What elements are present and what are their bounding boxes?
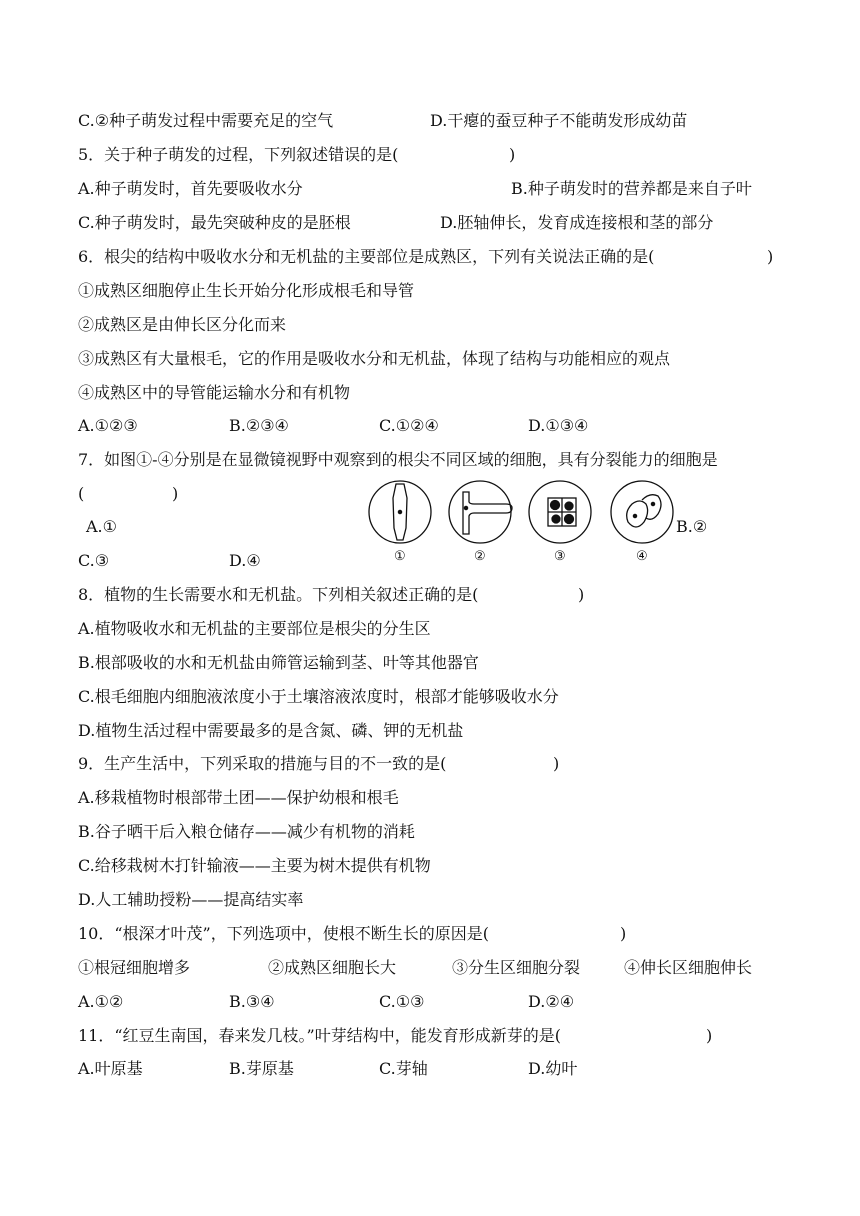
q8-option-b: B.根部吸收的水和无机盐由筛管运输到茎、叶等其他器官 — [78, 653, 479, 672]
q7-fig-label-3: ③ — [554, 549, 566, 564]
q11-option-b: B.芽原基 — [229, 1059, 294, 1078]
q9-option-c: C.给移栽树木打针输液——主要为树木提供有机物 — [78, 856, 431, 875]
q11-option-c: C.芽轴 — [379, 1059, 428, 1078]
q6-close-paren: ) — [767, 247, 774, 266]
q6-option-a: A.①②③ — [78, 416, 138, 435]
cell-2-root-hair-icon — [449, 481, 512, 543]
q5-stem: 5．关于种子萌发的过程，下列叙述错误的是( — [78, 145, 399, 164]
q10-statement-3: ③分生区细胞分裂 — [452, 958, 581, 977]
q10-option-b: B.③④ — [229, 992, 275, 1011]
q10-statement-2: ②成熟区细胞长大 — [268, 958, 397, 977]
q9-option-b: B.谷子晒干后入粮仓储存——减少有机物的消耗 — [78, 822, 415, 841]
q8-option-c: C.根毛细胞内细胞液浓度小于土壤溶液浓度时，根部才能够吸收水分 — [78, 687, 559, 706]
q7-open-paren: ( — [78, 484, 85, 503]
q10-close-paren: ) — [620, 924, 627, 943]
q7-cell-figure — [366, 478, 678, 548]
q8-stem: 8．植物的生长需要水和无机盐。下列相关叙述正确的是( — [78, 585, 479, 604]
q6-option-c: C.①②④ — [379, 416, 439, 435]
q10-statement-1: ①根冠细胞增多 — [78, 958, 191, 977]
q11-option-a: A.叶原基 — [78, 1059, 143, 1078]
q10-option-d: D.②④ — [528, 992, 575, 1011]
q5-close-paren: ) — [509, 145, 516, 164]
q10-statement-4: ④伸长区细胞伸长 — [624, 958, 753, 977]
q7-close-paren: ) — [172, 484, 179, 503]
q9-option-a: A.移栽植物时根部带土团——保护幼根和根毛 — [78, 788, 399, 807]
q8-option-a: A.植物吸收水和无机盐的主要部位是根尖的分生区 — [78, 619, 431, 638]
cell-1-elongated-icon — [369, 481, 431, 543]
q7-fig-label-1: ① — [394, 549, 406, 564]
q7-option-b: B.② — [676, 517, 708, 536]
q5-option-c: C.种子萌发时，最先突破种皮的是胚根 — [78, 213, 351, 232]
q10-option-a: A.①② — [78, 992, 124, 1011]
q7-stem: 7．如图①-④分别是在显微镜视野中观察到的根尖不同区域的细胞，具有分裂能力的细胞是 — [78, 450, 718, 469]
q5-option-d: D.胚轴伸长，发育成连接根和茎的部分 — [440, 213, 714, 232]
q7-fig-label-2: ② — [474, 549, 486, 564]
q6-statement-2: ②成熟区是由伸长区分化而来 — [78, 315, 287, 334]
q9-stem: 9．生产生活中，下列采取的措施与目的不一致的是( — [78, 754, 447, 773]
q6-statement-4: ④成熟区中的导管能运输水分和有机物 — [78, 383, 351, 402]
q11-close-paren: ) — [706, 1026, 713, 1045]
q11-option-d: D.幼叶 — [528, 1059, 578, 1078]
cell-4-elongation-icon — [611, 481, 673, 543]
q4-option-d: D.干瘪的蚕豆种子不能萌发形成幼苗 — [430, 111, 688, 130]
q6-option-d: D.①③④ — [528, 416, 589, 435]
q7-option-d: D.④ — [229, 551, 261, 570]
q6-statement-3: ③成熟区有大量根毛，它的作用是吸收水分和无机盐，体现了结构与功能相应的观点 — [78, 349, 671, 368]
q7-option-c: C.③ — [78, 551, 110, 570]
q9-close-paren: ) — [553, 754, 560, 773]
q8-option-d: D.植物生活过程中需要最多的是含氮、磷、钾的无机盐 — [78, 721, 464, 740]
q5-option-b: B.种子萌发时的营养都是来自子叶 — [511, 179, 752, 198]
q6-option-b: B.②③④ — [229, 416, 289, 435]
q11-stem: 11．“红豆生南国，春来发几枝。”叶芽结构中，能发育形成新芽的是( — [78, 1026, 561, 1045]
q4-option-c: C.②种子萌发过程中需要充足的空气 — [78, 111, 334, 130]
q10-stem: 10．“根深才叶茂”，下列选项中，使根不断生长的原因是( — [78, 924, 489, 943]
q9-option-d: D.人工辅助授粉——提高结实率 — [78, 890, 304, 909]
q6-statement-1: ①成熟区细胞停止生长开始分化形成根毛和导管 — [78, 281, 415, 300]
q10-option-c: C.①③ — [379, 992, 425, 1011]
q6-stem: 6．根尖的结构中吸收水分和无机盐的主要部位是成熟区，下列有关说法正确的是( — [78, 247, 655, 266]
cell-3-meristem-icon — [529, 481, 591, 543]
q8-close-paren: ) — [578, 585, 585, 604]
q5-option-a: A.种子萌发时，首先要吸收水分 — [78, 179, 303, 198]
q7-option-a: A.① — [86, 517, 117, 536]
q7-fig-label-4: ④ — [636, 549, 648, 564]
